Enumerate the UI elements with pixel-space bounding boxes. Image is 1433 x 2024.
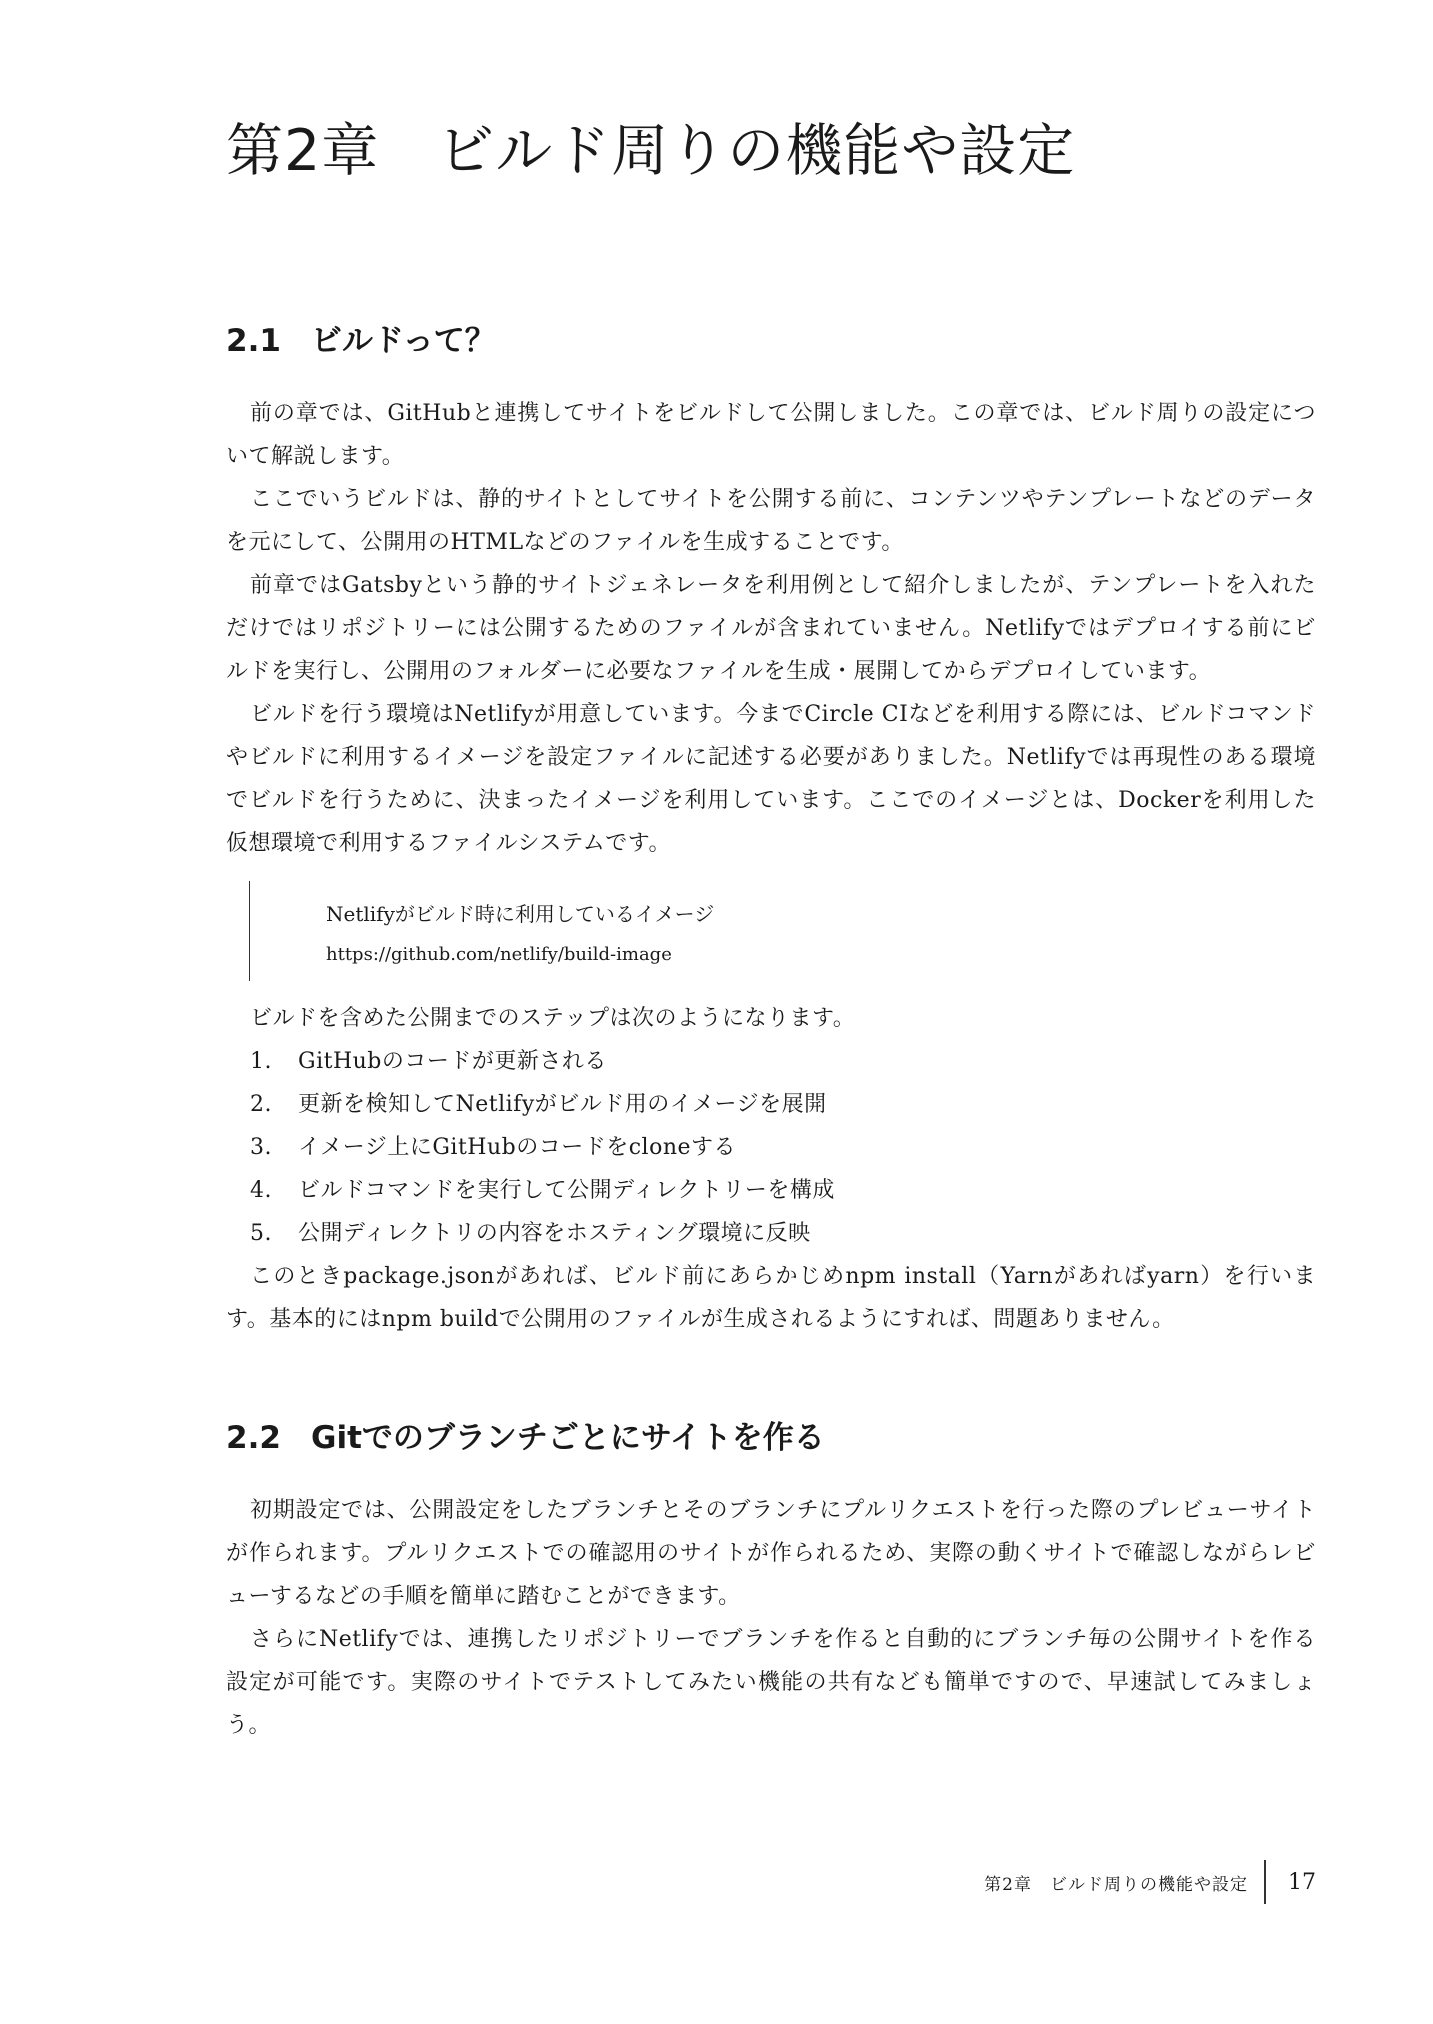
list-item — [226, 1212, 1316, 1255]
step-text: イメージ上にGitHubのコードをcloneする — [298, 1135, 737, 1160]
page-footer — [984, 1860, 1316, 1904]
section-number: 2.1 — [226, 323, 281, 359]
section-body — [226, 392, 1316, 1341]
step-number: 5. — [250, 1221, 272, 1246]
step-number: 2. — [250, 1092, 272, 1117]
list-item — [226, 1169, 1316, 1212]
paragraph: 前の章では、GitHubと連携してサイトをビルドして公開しました。この章では、ビルド周りの設定について解説します。 — [226, 401, 1316, 469]
steps-list — [226, 1040, 1316, 1255]
section-body — [226, 1489, 1316, 1747]
paragraph: さらにNetlifyでは、連携したリポジトリーでブランチを作ると自動的にブランチ毎の公開サイトを作る設定が可能です。実際のサイトでテストしてみたい機能の共有なども簡単ですので、早速試してみましょう。 — [226, 1627, 1316, 1738]
step-text: GitHubのコードが更新される — [298, 1049, 607, 1074]
section-2-2 — [226, 1415, 1316, 1747]
step-number: 4. — [250, 1178, 272, 1203]
section-heading — [226, 1415, 1316, 1461]
page-number: 17 — [1288, 1869, 1316, 1895]
step-text: 更新を検知してNetlifyがビルド用のイメージを展開 — [298, 1092, 827, 1117]
step-text: ビルドコマンドを実行して公開ディレクトリーを構成 — [298, 1178, 835, 1203]
paragraph: 初期設定では、公開設定をしたブランチとそのブランチにプルリクエストを行った際のプレビューサイトが作られます。プルリクエストでの確認用のサイトが作られるため、実際の動くサイトで確認しながらレビューするなどの手順を簡単に踏むことができます。 — [226, 1498, 1316, 1609]
running-footer-title: 第2章 ビルド周りの機能や設定 — [984, 1874, 1248, 1895]
note-url: https://github.com/netlify/build-image — [326, 944, 672, 965]
section-number: 2.2 — [226, 1420, 281, 1456]
note-title: Netlifyがビルド時に利用しているイメージ — [326, 902, 715, 926]
section-title: ビルドって？ — [311, 323, 496, 359]
paragraph: このときpackage.jsonがあれば、ビルド前にあらかじめnpm install（Yarnがあればyarn）を行います。基本的にはnpm buildで公開用のファイルが生成されるようにすれば、問題ありません。 — [226, 1264, 1316, 1332]
paragraph: 前章ではGatsbyという静的サイトジェネレータを利用例として紹介しましたが、テンプレートを入れただけではリポジトリーには公開するためのファイルが含まれていません。Netlifyではデプロイする前にビルドを実行し、公開用のフォルダーに必要なファイルを生成・展開してからデプロイしています。 — [226, 573, 1316, 684]
paragraph: ここでいうビルドは、静的サイトとしてサイトを公開する前に、コンテンツやテンプレートなどのデータを元にして、公開用のHTMLなどのファイルを生成することです。 — [226, 487, 1316, 555]
list-item — [226, 1040, 1316, 1083]
section-heading — [226, 318, 1316, 364]
step-number: 3. — [250, 1135, 272, 1160]
section-title: Gitでのブランチごとにサイトを作る — [311, 1420, 825, 1456]
list-item — [226, 1083, 1316, 1126]
steps-intro: ビルドを含めた公開までのステップは次のようになります。 — [250, 1006, 856, 1031]
section-2-1 — [226, 318, 1316, 1341]
step-text: 公開ディレクトリの内容をホスティング環境に反映 — [298, 1221, 811, 1246]
step-number: 1. — [250, 1049, 272, 1074]
list-item — [226, 1126, 1316, 1169]
reference-note — [249, 881, 1316, 981]
paragraph: ビルドを行う環境はNetlifyが用意しています。今までCircle CIなどを利用する際には、ビルドコマンドやビルドに利用するイメージを設定ファイルに記述する必要がありました。Netlifyでは再現性のある環境でビルドを行うために、決まったイメージを利用しています。ここでのイメージとは、Dockerを利用した仮想環境で利用するファイルシステムです。 — [226, 702, 1316, 856]
chapter-title: 第2章 ビルド周りの機能や設定 — [226, 118, 1076, 184]
